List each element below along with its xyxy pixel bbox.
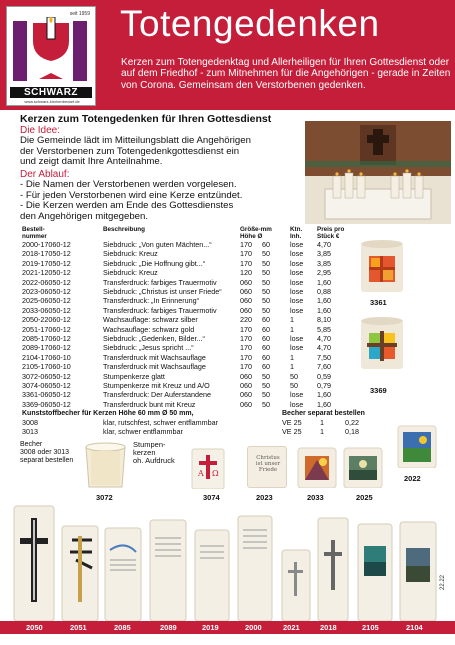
cell-diameter: 60 — [262, 240, 270, 249]
cell-carton-qty: lose — [290, 296, 304, 306]
header-banner — [0, 0, 455, 110]
cell-diameter: 50 — [262, 381, 270, 390]
cell-description: Transferdruck: farbiges Trauermotiv — [103, 277, 217, 287]
bottom-label: 2089 — [160, 623, 177, 632]
cell-diameter: 60 — [262, 362, 270, 372]
cell-price: 1,60 — [317, 296, 331, 306]
cell-order-number: 2033-06050-12 — [22, 305, 71, 315]
cell-order-number: 2022-06050-12 — [22, 277, 71, 287]
cell-order-number: 2104-17060-10 — [22, 352, 71, 362]
section-heading: Kerzen zum Totengedenken für Ihren Gottesdienst — [20, 113, 272, 125]
candle-2022-photo — [397, 424, 437, 468]
candle-2033-photo — [297, 446, 337, 488]
cell-description: Transferdruck mit Wachsauflage — [103, 352, 206, 362]
cell-height: 060 — [240, 390, 252, 400]
cell-diameter: 50 — [262, 277, 270, 287]
bottom-label: 2085 — [114, 623, 131, 632]
table-row — [0, 249, 331, 259]
cell-order-number: 2019-17050-12 — [22, 258, 71, 268]
cell-price: 1,60 — [317, 399, 331, 409]
bottom-label: 2000 — [245, 623, 262, 632]
becher-note: Becher 3008 oder 3013 separat bestellen — [20, 441, 74, 464]
plastic-cell: 3008 — [22, 418, 38, 427]
plastic-cell: 1 — [320, 418, 324, 427]
process-label: Der Ablauf: — [20, 169, 70, 180]
col-header-price: Preis pro Stück € — [317, 226, 345, 241]
cell-order-number: 2051-17060-12 — [22, 324, 71, 334]
table-row — [0, 315, 331, 325]
table-row — [0, 362, 331, 372]
chalice-logo-icon — [11, 17, 91, 87]
cell-diameter: 60 — [262, 315, 270, 325]
cell-diameter: 50 — [262, 287, 270, 296]
cell-diameter: 60 — [262, 343, 270, 353]
cell-order-number: 2023-06050-12 — [22, 287, 71, 296]
cell-height: 060 — [240, 287, 252, 296]
cell-description: Transferdruck mit Wachsauflage — [103, 362, 206, 372]
cell-description: Wachsauflage: schwarz gold — [103, 324, 195, 334]
cell-height: 060 — [240, 381, 252, 390]
cell-order-number: 2025-06050-12 — [22, 296, 71, 306]
bottom-label: 2105 — [362, 623, 379, 632]
cell-diameter: 50 — [262, 258, 270, 268]
cell-description: Siebdruck: „Von guten Mächten...“ — [103, 240, 212, 249]
cell-carton-qty: lose — [290, 277, 304, 287]
company-logo — [6, 6, 96, 106]
process-text: - Die Namen der Verstorbenen werden vorgelesen. - Für jeden Verstorbenen wird eine Kerze entzündet. - Die Kerzen werden am Ende des Gottesdienstes den Angehörigen mitgegeben. — [20, 179, 243, 222]
plastic-cell: 0,22 — [345, 418, 359, 427]
plastic-cell: 1 — [320, 426, 324, 436]
caption-2025: 2025 — [356, 493, 373, 502]
cell-height: 170 — [240, 362, 252, 372]
candle-2025-photo — [343, 446, 383, 488]
cell-height: 060 — [240, 399, 252, 409]
caption-2033: 2033 — [307, 493, 324, 502]
cell-diameter: 50 — [262, 268, 270, 278]
table-row — [0, 258, 331, 269]
caption-3361: 3361 — [370, 298, 387, 307]
candle-3074-photo — [190, 445, 226, 489]
cell-description: Wachsauflage: schwarz silber — [103, 315, 198, 325]
cell-price: 3,85 — [317, 258, 331, 268]
cell-carton-qty: 1 — [290, 362, 294, 372]
plastic-cell: klar, rutschfest, schwer entflammbar — [103, 418, 219, 427]
cell-carton-qty: lose — [290, 240, 304, 249]
table-row — [0, 390, 331, 400]
cell-price: 1,60 — [317, 305, 331, 315]
cell-carton-qty: lose — [290, 305, 304, 315]
cell-height: 170 — [240, 324, 252, 334]
tall-candles-photo — [0, 500, 455, 621]
svg-text:Ω: Ω — [212, 469, 219, 478]
table-row — [0, 334, 331, 344]
cell-description: Transferdruck: „In Erinnerung“ — [103, 296, 200, 306]
bottom-label-bar — [0, 621, 455, 634]
table-row — [0, 381, 331, 391]
cell-height: 060 — [240, 305, 252, 315]
cell-height: 170 — [240, 334, 252, 343]
bottom-label: 2050 — [26, 623, 43, 632]
caption-3369: 3369 — [370, 386, 387, 395]
cell-order-number: 3072-06050-12 — [22, 371, 71, 381]
cell-order-number: 2085-17060-12 — [22, 334, 71, 343]
cell-height: 060 — [240, 277, 252, 287]
bottom-label: 2021 — [283, 623, 300, 632]
cell-diameter: 60 — [262, 324, 270, 334]
plastic-header-left: Kunststoffbecher für Kerzen Höhe 60 mm Ø 50 mm, — [22, 410, 194, 417]
cell-order-number: 2018-17050-12 — [22, 249, 71, 259]
cell-order-number: 2089-17060-12 — [22, 343, 71, 353]
cell-order-number: 2050-22060-12 — [22, 315, 71, 325]
bottom-label: 2018 — [320, 623, 337, 632]
cell-diameter: 50 — [262, 371, 270, 381]
cell-price: 7,50 — [317, 352, 331, 362]
cell-price: 1,60 — [317, 390, 331, 400]
cell-carton-qty: 50 — [290, 381, 298, 390]
cell-price: 5,85 — [317, 324, 331, 334]
cell-diameter: 50 — [262, 399, 270, 409]
cell-diameter: 60 — [262, 352, 270, 362]
cell-description: Transferdruck: Der Auferstandene — [103, 390, 211, 400]
caption-2023: 2023 — [256, 493, 273, 502]
cell-order-number: 3369-06050-12 — [22, 399, 71, 409]
table-row — [0, 371, 331, 382]
cell-description: Siebdruck: Kreuz — [103, 249, 158, 259]
col-header-nr: Bestell- nummer — [22, 226, 47, 241]
page-title: Totengedenken — [120, 3, 380, 44]
col-header-ktn: Ktn. Inh. — [290, 226, 303, 241]
cell-price: 8,10 — [317, 315, 331, 325]
cell-carton-qty: lose — [290, 268, 304, 278]
candle-3369-photo — [357, 315, 407, 371]
cell-description: Siebdruck: Kreuz — [103, 268, 158, 278]
cell-height: 170 — [240, 240, 252, 249]
caption-3074: 3074 — [203, 493, 220, 502]
table-row — [0, 305, 331, 316]
table-row — [0, 324, 331, 335]
cell-height: 170 — [240, 258, 252, 268]
cell-diameter: 50 — [262, 296, 270, 306]
candle-2023-photo — [247, 446, 287, 488]
plastic-cell: VE 25 — [282, 426, 302, 436]
table-row — [0, 277, 331, 288]
cell-price: 4,70 — [317, 334, 331, 343]
plastic-cell: VE 25 — [282, 418, 302, 427]
cell-diameter: 60 — [262, 334, 270, 343]
plastic-cell: 3013 — [22, 426, 38, 436]
cell-description: Transferdruck: farbiges Trauermotiv — [103, 305, 217, 315]
plastic-row — [0, 426, 359, 437]
cell-diameter: 50 — [262, 249, 270, 259]
cell-carton-qty: lose — [290, 390, 304, 400]
table-row — [0, 399, 331, 410]
cell-price: 2,95 — [317, 268, 331, 278]
cell-description: Transferdruck bunt mit Kreuz — [103, 399, 196, 409]
candle-3361-photo — [357, 238, 407, 294]
plastic-cell: 0,18 — [345, 426, 359, 436]
cell-description: Stumpenkerze glatt — [103, 371, 165, 381]
cell-description: Stumpenkerze mit Kreuz und A/O — [103, 381, 210, 390]
idea-label: Die Idee: — [20, 125, 61, 136]
cell-order-number: 2021-12050-12 — [22, 268, 71, 278]
table-row — [0, 296, 331, 306]
candle-2023-text: Christus ist unser Friede — [255, 455, 281, 473]
cell-height: 170 — [240, 352, 252, 362]
bottom-label: 2019 — [202, 623, 219, 632]
bottom-label: 2104 — [406, 623, 423, 632]
cell-order-number: 3074-06050-12 — [22, 381, 71, 390]
cell-description: Siebdruck: „Jesus spricht ...“ — [103, 343, 194, 353]
cell-carton-qty: 1 — [290, 315, 294, 325]
cell-price: 0,59 — [317, 371, 331, 381]
cell-height: 170 — [240, 343, 252, 353]
cell-price: 4,70 — [317, 343, 331, 353]
cell-height: 220 — [240, 315, 252, 325]
cell-price: 1,60 — [317, 277, 331, 287]
cell-description: Siebdruck: „Christus ist unser Friede“ — [103, 287, 222, 296]
idea-text: Die Gemeinde lädt im Mitteilungsblatt die Angehörigen der Verstorbenen zum Totengedenkgottesdienst ein und zeigt damit Ihre Anteilnahme. — [20, 135, 251, 168]
cell-price: 4,70 — [317, 240, 331, 249]
cell-carton-qty: lose — [290, 287, 304, 296]
col-header-size: Größe-mm Höhe Ø — [240, 226, 272, 241]
side-code: 22.22 — [440, 574, 446, 590]
cell-height: 060 — [240, 296, 252, 306]
table-row — [0, 352, 331, 363]
cell-price: 7,60 — [317, 362, 331, 372]
table-row — [0, 287, 331, 297]
cell-carton-qty: 1 — [290, 324, 294, 334]
cell-height: 120 — [240, 268, 252, 278]
cell-diameter: 50 — [262, 390, 270, 400]
caption-3072: 3072 — [96, 493, 113, 502]
cell-price: 3,85 — [317, 249, 331, 259]
cell-order-number: 2000-17060-12 — [22, 240, 71, 249]
cell-carton-qty: lose — [290, 343, 304, 353]
bottom-label: 2051 — [70, 623, 87, 632]
cell-carton-qty: 1 — [290, 352, 294, 362]
cell-price: 0,79 — [317, 381, 331, 390]
col-header-desc: Beschreibung — [103, 226, 145, 233]
cell-carton-qty: 50 — [290, 371, 298, 381]
table-row — [0, 240, 331, 250]
table-row — [0, 268, 331, 278]
cell-carton-qty: lose — [290, 334, 304, 343]
candle-3072-photo — [78, 437, 133, 492]
plastic-cell: klar, schwer entflammbar — [103, 426, 183, 436]
plastic-header-right: Becher separat bestellen — [282, 410, 365, 417]
logo-url: www.schwarz-kirchenbedarf.de — [24, 99, 80, 104]
table-row — [0, 343, 331, 353]
cell-carton-qty: lose — [290, 399, 304, 409]
cell-height: 170 — [240, 249, 252, 259]
cell-carton-qty: lose — [290, 258, 304, 268]
church-altar-photo — [305, 121, 451, 224]
cell-order-number: 3361-06050-12 — [22, 390, 71, 400]
cell-diameter: 50 — [262, 305, 270, 315]
logo-name: SCHWARZ — [10, 87, 92, 98]
cell-height: 060 — [240, 371, 252, 381]
cell-description: Siebdruck: „Die Hoffnung gibt...“ — [103, 258, 206, 268]
intro-text: Kerzen zum Totengedenktag und Allerheiligen für Ihren Gottesdienst oder auf dem Friedhof - zum Mitnehmen für die Angehörigen - gerade in Zeiten von Corona. Gemeinsam den Verstorbenen gedenken. — [121, 57, 451, 91]
cell-description: Siebdruck: „Gedenken, Bilder...“ — [103, 334, 205, 343]
caption-2022: 2022 — [404, 474, 421, 483]
cell-price: 0,88 — [317, 287, 331, 296]
cell-order-number: 2105-17060-10 — [22, 362, 71, 372]
cell-carton-qty: lose — [290, 249, 304, 259]
logo-since-text: seit 1959 — [69, 11, 90, 17]
svg-text:A: A — [198, 469, 204, 478]
stumpen-note: Stumpen- kerzen oh. Aufdruck — [133, 440, 175, 465]
